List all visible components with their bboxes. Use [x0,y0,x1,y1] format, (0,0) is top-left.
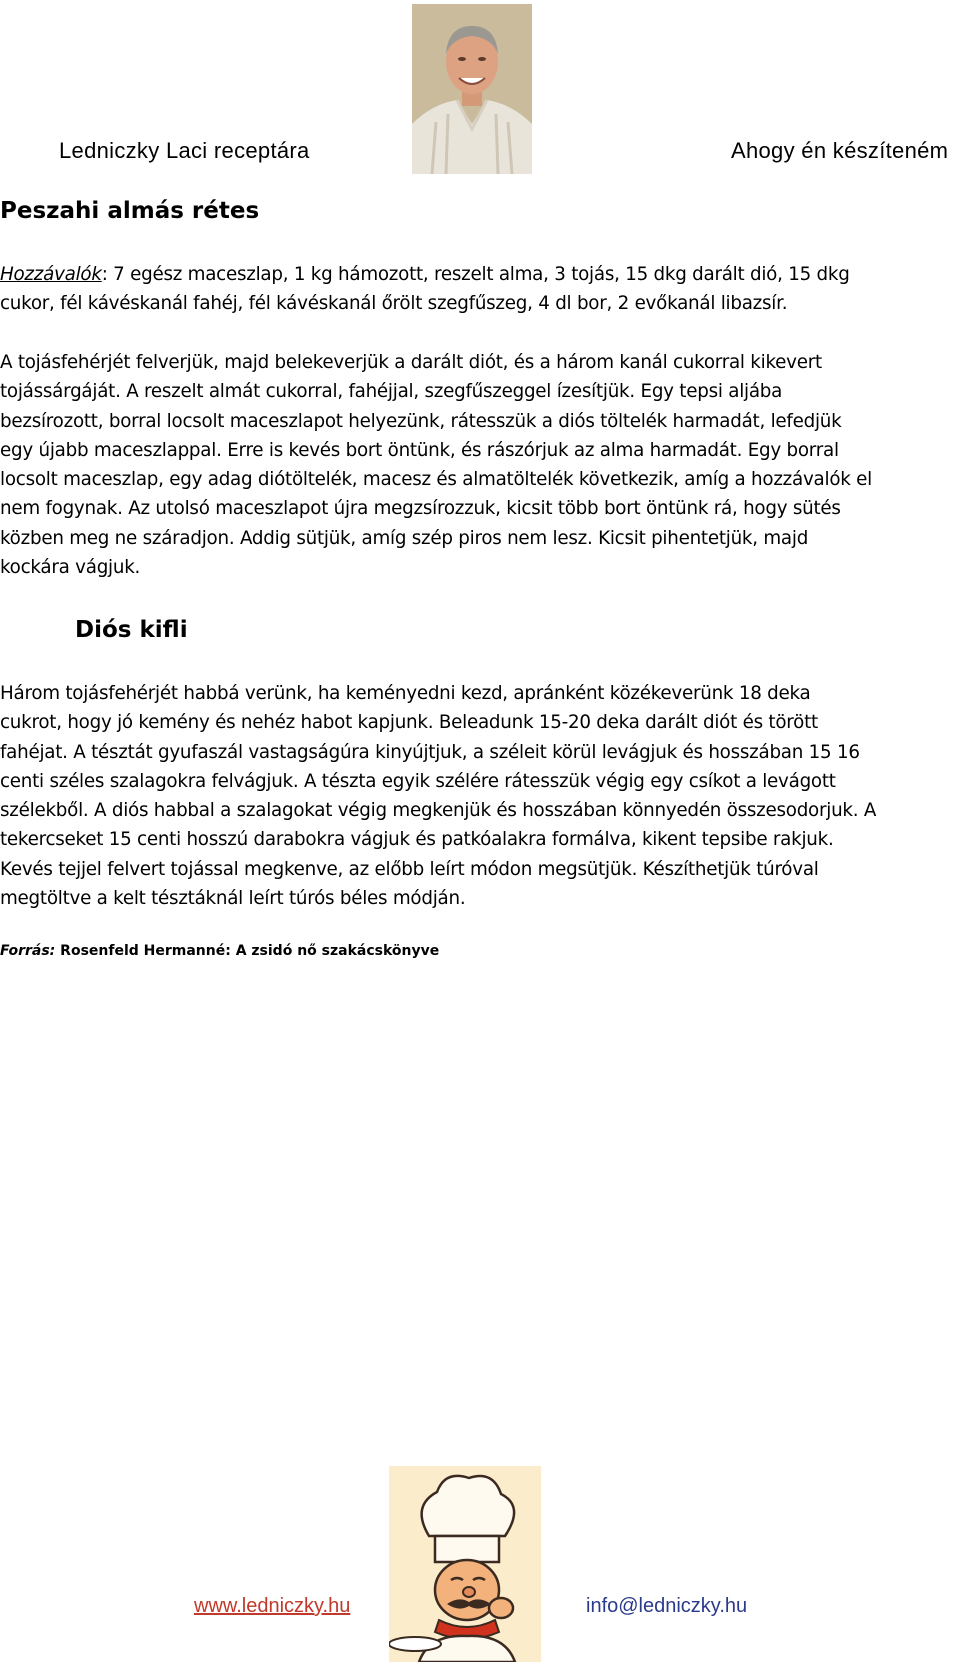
method-line: Három tojásfehérjét habbá verünk, ha keményedni kezd, apránként közékeverünk 18 deka [0,683,811,704]
method-line: bezsírozott, borral locsolt maceszlapot helyezünk, rátesszük a diós töltelék harmadát, lefedjük [0,410,842,432]
ingredients-line-1 [0,260,952,289]
method-line: Kevés tejjel felvert tojással megkenve, az előbb leírt módon megsütjük. Készíthetjük túróval [0,858,819,880]
ingredients-label: Hozzávalók [0,264,102,285]
method-line: megtöltve a kelt tésztáknál leírt túrós béles módján. [0,888,466,910]
author-portrait-photo [412,4,532,174]
email-link[interactable]: info@ledniczky.hu [586,1595,748,1617]
method-line: nem fogynak. Az utolsó maceszlapot újra megzsírozzuk, kicsit több bort öntünk rá, hogy sütés [0,498,841,520]
source-text: Rosenfeld Hermanné: A zsidó nő szakácskönyve [55,943,440,959]
method-line: közben meg ne száradjon. Addig sütjük, amíg szép piros nem lesz. Kicsit pihentetjük, majd [0,527,809,549]
method-line: tojássárgáját. A reszelt almát cukorral, fahéjjal, szegfűszeggel ízesítjük. Egy tepsi aljába [0,381,783,403]
method-line: locsolt maceszlap, egy adag diótöltelék, macesz és almatöltelék következik, amíg a hozzávalók el [0,469,872,491]
ingredients-text-1: : 7 egész maceszlap, 1 kg hámozott, reszelt alma, 3 tojás, 15 dkg darált dió, 15 dkg [101,264,850,285]
method-line: tekercseket 15 centi hosszú darabokra vágjuk és patkóalakra formálva, kikent tepsibe rakjuk. [0,829,834,851]
ingredients-line-2: cukor, fél kávéskanál fahéj, fél kávéskanál őrölt szegfűszeg, 4 dl bor, 2 evőkanál libazsír. [0,293,788,315]
recipe-title-peszahi: Peszahi almás rétes [0,198,260,224]
method-paragraph-peszahi [0,348,952,582]
header-tagline: Ahogy én készíteném [731,138,949,163]
header-site-title: Ledniczky Laci receptára [59,138,310,163]
recipe-title-dios-kifli: Diós kifli [75,617,188,643]
source-label: Forrás: [0,943,56,959]
method-line: centi széles szalagokra felvágjuk. A tészta egyik szélére rátesszük végig egy csíkot a levágott [0,770,836,792]
source-citation [0,943,439,959]
method-line: A tojásfehérjét felverjük, majd belekeverjük a darált diót, és a három kanál cukorral kikevert [0,352,822,373]
method-line: kockára vágjuk. [0,557,141,579]
chef-illustration [389,1466,541,1662]
method-line: cukrot, hogy jó kemény és nehéz habot kapjunk. Beleadunk 15-20 deka darált diót és törött [0,712,818,734]
method-line: fahéjat. A tésztát gyufaszál vastagságúra kinyújtjuk, a széleit körül levágjuk és hosszában 15 16 [0,741,860,763]
method-paragraph-dios-kifli [0,679,952,913]
ingredients-paragraph [0,260,952,319]
website-link[interactable]: www.ledniczky.hu [194,1595,351,1617]
method-line: egy újabb maceszlappal. Erre is kevés bort öntünk, és rászórjuk az alma harmadát. Egy borral [0,439,839,461]
method-line: szélekből. A diós habbal a szalagokat végig megkenjük és hosszában könnyedén összesodorjuk. A [0,800,877,822]
